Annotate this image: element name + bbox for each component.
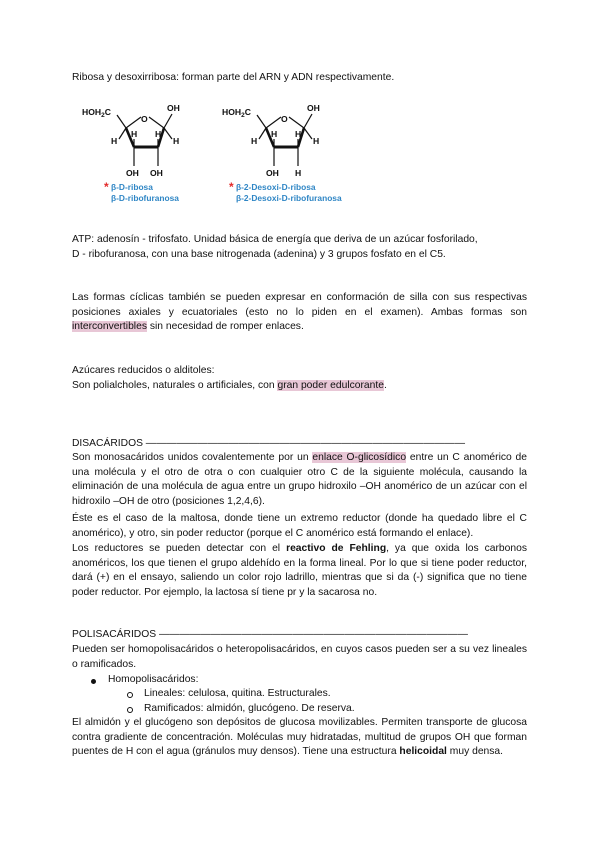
deoxyribose-c3-h: H <box>271 129 278 139</box>
bond <box>266 117 281 128</box>
bond <box>126 117 141 128</box>
ribose-c4-h: H <box>111 136 118 146</box>
sub-bullet-circle <box>127 707 133 713</box>
bond <box>164 114 172 128</box>
ribose-c2-h: H <box>155 129 162 139</box>
alditols-heading: Azúcares reducidos o alditoles: <box>72 365 215 376</box>
fehling-text-cont: , ya que oxida los carbonos anoméricos, los que tienen el grupo aldehído en la forma lineal. Por lo que si tiene poder reductor, dará (+) en el ensayo, saliendo un color rojo ladrillo, mientras que si da (-) significa que no tiene poder reductor. Por ejemplo, la lactosa sí tiene pr y la sacarosa no. <box>72 543 527 598</box>
ribose-furanose-name: β-D-ribofuranosa <box>111 193 179 203</box>
deoxyribose-name: β-2-Desoxi-D-ribosa <box>236 182 316 192</box>
alditols-paragraph <box>72 379 527 394</box>
deoxyribose-c2-h-bottom: H <box>295 168 302 178</box>
atp-line-2: D - ribofuranosa, con una base nitrogenada (adenina) y 3 grupos fosfato en el C5. <box>72 249 446 260</box>
sub-bullet-circle <box>127 692 133 698</box>
ribose-structure <box>78 98 228 208</box>
polysaccharides-paragraph-1: Pueden ser homopolisacáridos o heteropolisacáridos, en cuyos casos pueden ser a su vez lineales o ramificados. <box>72 644 527 670</box>
bond <box>257 115 266 128</box>
alditols-highlight: gran poder edulcorante <box>277 380 384 391</box>
deoxyribose-furanose-name: β-2-Desoxi-D-ribofuranosa <box>236 193 342 203</box>
disaccharides-paragraph-1 <box>72 451 527 509</box>
ribose-c2-oh: OH <box>150 168 163 178</box>
ribose-star: * <box>104 180 109 194</box>
bond <box>259 128 266 139</box>
cyclic-text: Las formas cíclicas también se pueden expresar en conformación de silla con sus respectivas posiciones axiales y ecuatoriales (esto no lo piden en el examen). Ambas formas son <box>72 292 527 318</box>
ribose-name: β-D-ribosa <box>111 182 153 192</box>
deoxyribose-ring-oxygen: O <box>281 114 288 124</box>
alditols-text: Son polialcholes, naturales o artificiales, con <box>72 380 278 391</box>
fehling-text: Los reductores se pueden detectar con el <box>72 543 287 554</box>
polysaccharides-paragraph-2 <box>72 716 527 760</box>
cyclic-highlight: interconvertibles <box>72 321 147 333</box>
bond <box>117 115 126 128</box>
ribose-c1-oh: OH <box>167 103 180 113</box>
bullet-dot <box>91 679 96 684</box>
cyclic-forms-paragraph <box>72 291 527 335</box>
bond <box>119 128 126 139</box>
ribose-ch2oh: $HOH_2C$ <box>82 107 111 119</box>
disaccharides-heading: DISACÁRIDOS ——————————————————————————————— <box>72 438 466 449</box>
helical-bold: helicoidal <box>399 746 447 758</box>
bond <box>304 128 312 139</box>
deoxyribose-structure <box>218 98 378 208</box>
ribose-ring-oxygen: O <box>141 114 148 124</box>
bond <box>164 128 172 139</box>
deoxyribose-c1-oh: OH <box>307 103 320 113</box>
alditols-text-end: . <box>383 380 387 391</box>
disaccharides-paragraph-2: Éste es el caso de la maltosa, donde tiene un extremo reductor (donde ha quedado libre el C anomérico), y otro, sin poder reductor (porque el C anomérico está formando el enlace). <box>72 513 527 539</box>
fehling-bold: reactivo de Fehling <box>286 543 387 554</box>
deoxyribose-star: * <box>229 180 234 194</box>
deoxyribose-c4-h: H <box>251 136 258 146</box>
sub-bullet-branched: Ramificados: almidón, glucógeno. De reserva. <box>144 703 355 714</box>
ribose-c3-h: H <box>131 129 138 139</box>
deoxyribose-ch2oh: $HOH_2C$ <box>222 107 251 119</box>
sub-bullet-linear: Lineales: celulosa, quitina. Estructurales. <box>144 688 331 699</box>
bullet-homopolysaccharides: Homopolisacáridos: <box>108 674 199 685</box>
deoxyribose-c1-h: H <box>313 136 320 146</box>
disaccharides-paragraph-3 <box>72 542 527 600</box>
starch-text-end: muy densa. <box>446 746 504 758</box>
disaccharides-text: Son monosacáridos unidos covalentemente por un <box>72 452 313 463</box>
disaccharides-highlight: enlace O-glicosídico <box>312 452 407 463</box>
intro-text: Ribosa y desoxirribosa: forman parte del ARN y ADN respectivamente. <box>72 72 395 83</box>
polysaccharides-heading: POLISACÁRIDOS —————————————————————————————— <box>72 629 468 640</box>
deoxyribose-c3-oh: OH <box>266 168 279 178</box>
starch-text: El almidón y el glucógeno son depósitos de glucosa movilizables. Permiten transporte de glucosa contra gradiente de concentración. Moléculas muy hidratadas, multitud de grupos OH que forman puentes de H con el agua (gránulos muy densos). Tiene una estructura <box>72 717 527 758</box>
disaccharides-text-cont: entre un C anomérico de una molécula y el otro de otra o con cualquier otro C de la siguiente molécula, causando la eliminación de una molécula de agua entre un grupo hidroxilo –OH anomérico de un azúcar con el hidroxilo –OH de otro (posiciones 1,2,4,6). <box>72 452 528 507</box>
bond <box>149 117 164 128</box>
bond <box>304 114 312 128</box>
deoxyribose-c2-h: H <box>295 129 302 139</box>
ribose-c3-oh: OH <box>126 168 139 178</box>
cyclic-text-end: sin necesidad de romper enlaces. <box>146 321 304 333</box>
atp-line-1: ATP: adenosín - trifosfato. Unidad básica de energía que deriva de un azúcar fosforilado, <box>72 234 478 245</box>
bond <box>289 117 304 128</box>
ribose-c1-h: H <box>173 136 180 146</box>
